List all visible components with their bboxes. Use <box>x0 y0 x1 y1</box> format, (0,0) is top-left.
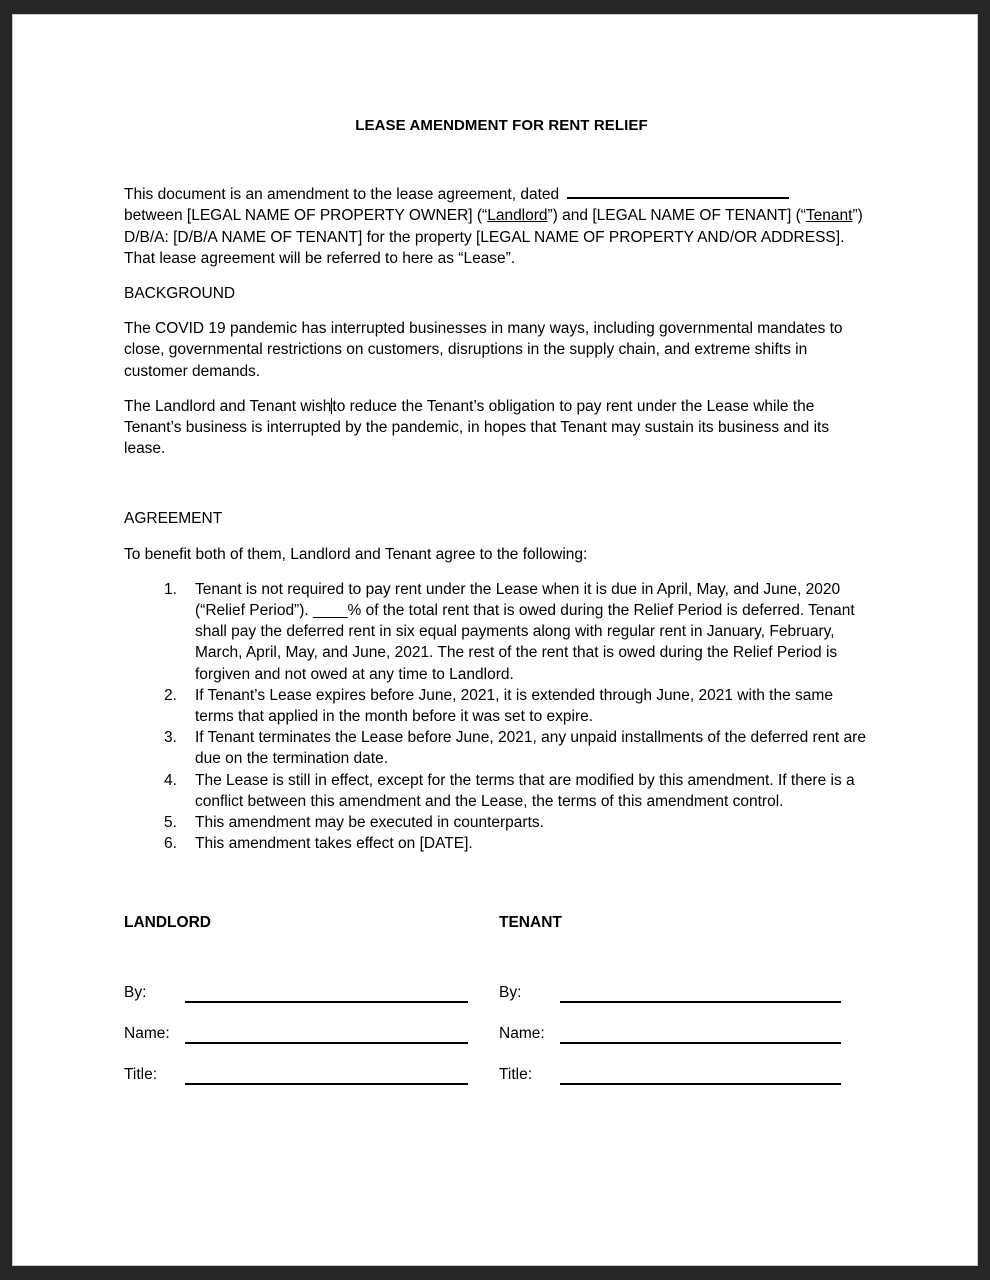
signature-headings-row <box>124 912 869 938</box>
landlord-name-label: Name: <box>124 1025 170 1043</box>
tenant-name-label: Name: <box>499 1025 545 1043</box>
agreement-terms-list <box>124 579 869 855</box>
list-item: This amendment takes effect on [DATE]. <box>195 835 473 853</box>
landlord-title-label: Title: <box>124 1066 158 1084</box>
landlord-title-line[interactable] <box>185 1083 468 1085</box>
landlord-defined-term: Landlord <box>487 207 548 225</box>
agreement-heading: AGREEMENT <box>124 510 223 528</box>
document-page <box>12 14 978 1266</box>
page-title: LEASE AMENDMENT FOR RENT RELIEF <box>355 117 648 134</box>
signature-spacer <box>124 854 869 912</box>
list-item: The Lease is still in effect, except for the terms that are modified by this amendment. If there is a conflict between this amendment and the Lease, the terms of this amendment control. <box>195 771 855 810</box>
background-paragraph-2-before-caret: The Landlord and Tenant wish <box>124 397 332 415</box>
date-blank-field[interactable] <box>567 185 789 200</box>
agreement-lead-in: To benefit both of them, Landlord and Tenant agree to the following: <box>124 545 588 563</box>
landlord-name-line[interactable] <box>185 1042 468 1044</box>
document-body <box>124 115 869 1105</box>
background-paragraph-2-after-caret: to reduce the Tenant’s obligation to pay rent under the Lease while the Tenant’s business is interrupted by the pandemic, in hopes that Tenant may sustain its business and its lease. <box>124 397 830 458</box>
background-heading: BACKGROUND <box>124 285 236 303</box>
tenant-defined-term: Tenant <box>805 207 853 225</box>
intro-line2-part1: between [LEGAL NAME OF PROPERTY OWNER] (“ <box>124 207 488 225</box>
list-item: This amendment may be executed in counterparts. <box>195 814 544 832</box>
signature-block <box>124 912 869 1105</box>
tenant-by-signature-line[interactable] <box>560 1001 841 1003</box>
signature-row-name <box>124 1023 869 1064</box>
background-paragraph-2 <box>124 396 869 460</box>
landlord-heading: LANDLORD <box>124 914 211 932</box>
intro-paragraph <box>124 184 869 269</box>
signature-row-by <box>124 982 869 1023</box>
tenant-by-label: By: <box>499 984 522 1002</box>
tenant-title-line[interactable] <box>560 1083 841 1085</box>
tenant-heading: TENANT <box>499 914 562 932</box>
intro-line1-text: This document is an amendment to the lease agreement, dated <box>124 186 560 204</box>
intro-line2-part2: ”) and [LEGAL NAME OF TENANT] (“ <box>547 207 806 225</box>
tenant-name-line[interactable] <box>560 1042 841 1044</box>
intro-line2-part3: ”) D/B/A: [D/B/A NAME OF TENANT] for the property [LEGAL NAME OF PROPERTY AND/OR ADDRESS]. That lease agreement will be referred to here as “Lease”. <box>124 207 863 267</box>
landlord-by-signature-line[interactable] <box>185 1001 468 1003</box>
section-spacer <box>124 473 869 508</box>
tenant-title-label: Title: <box>499 1066 533 1084</box>
list-item: If Tenant terminates the Lease before June, 2021, any unpaid installments of the deferred rent are due on the termination date. <box>195 729 866 768</box>
landlord-by-label: By: <box>124 984 147 1002</box>
list-item: If Tenant’s Lease expires before June, 2021, it is extended through June, 2021 with the same terms that applied in the month before it was set to expire. <box>195 686 833 726</box>
signature-row-title <box>124 1064 869 1105</box>
list-item: Tenant is not required to pay rent under the Lease when it is due in April, May, and June, 2020 (“Relief Period”). ____% of the total rent that is owed during the Relief Period is deferred. Tenant shall pay the deferred rent in six equal payments along with regular rent in January, February, March, April, May, and June, 2021. The rest of the rent that is owed during the Relief Period is forgiven and not owed at any time to Landlord. <box>195 580 855 683</box>
background-paragraph-1: The COVID 19 pandemic has interrupted businesses in many ways, including governmental mandates to close, governmental restrictions on customers, disruptions in the supply chain, and extreme shifts in customer demands. <box>124 320 843 380</box>
